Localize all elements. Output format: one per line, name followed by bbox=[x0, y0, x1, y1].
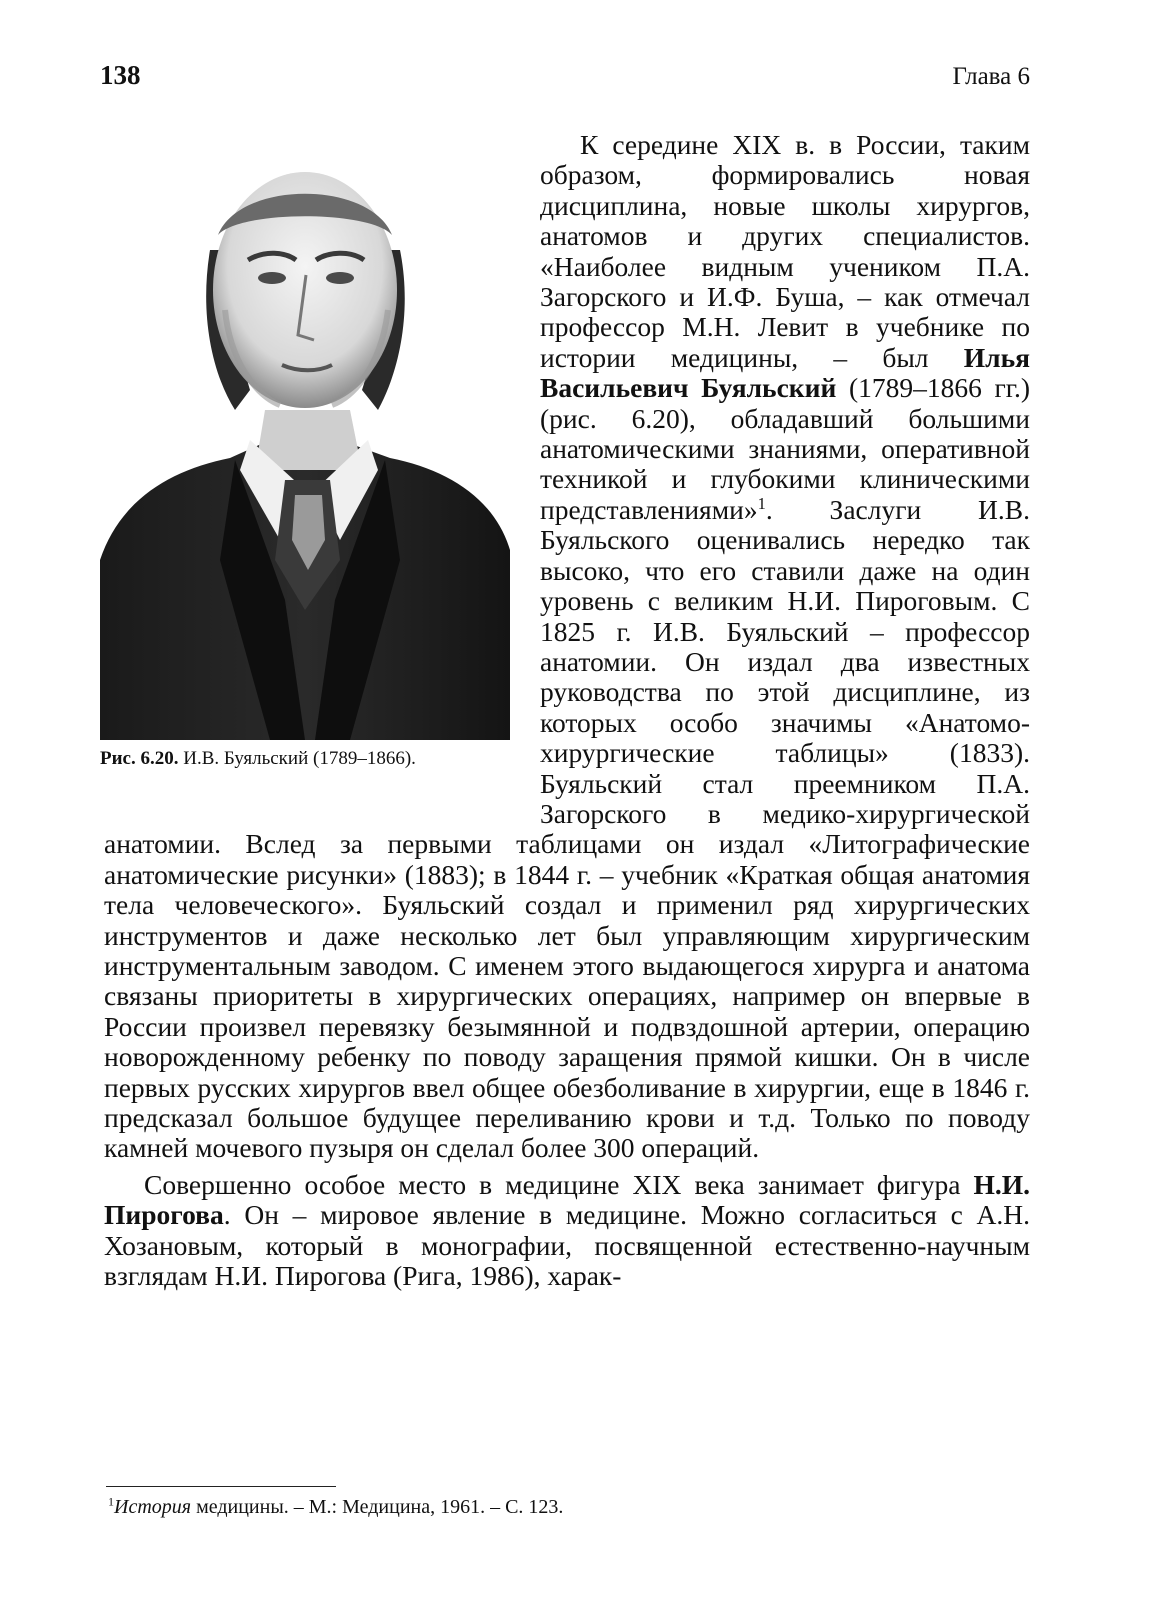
paragraph-text: К середине XIX в. в России, таким образом, формировались новая дисциплина, новые школы хирургов, анатомов и других специалистов. «Наиболее видным учеником П.А. Загорского и И.Ф. Буша, – как отмечал профессор М.Н. Левит в учебнике по истории медицины, – был bbox=[540, 129, 1030, 373]
bold-name-buyalsky: Илья Васильевич Буяльский bbox=[540, 341, 1030, 404]
paragraph-text: Совершенно особое место в медицине XIX века занимает фигура bbox=[144, 1168, 974, 1200]
footnote-italic-title: История bbox=[114, 1496, 192, 1518]
page-number: 138 bbox=[100, 60, 141, 90]
paragraph-text: . Заслуги И.В. Буяльского оценивались нередко так высоко, что его ставили даже на один уровень с великим Н.И. Пироговым. С 1825 г. И.В. Буяльский – профессор анатомии. Он издал два известных руководства по этой дисциплине, из которых особо значимы «Анатомо-хирургические таблицы» (1833). Буяльский стал преемником П.А. Загорского в медико-хирургической анатомии. Вслед за первыми таблицами он издал «Литографические анатомические рисунки» (1883); в 1844 г. – учебник «Краткая общая анатомия тела человеческого». Буяльский создал и применил ряд хирургических инструментов и даже несколько лет был управляющим хирургическим инструментальным заводом. С именем этого выдающегося хирурга и анатома связаны приоритеты в хирургических операциях, например он впервые в России произвел перевязку безымянной и подвздошной артерии, операцию новорожденному ребенку по поводу заращения прямой кишки. Он в числе первых русских хирургов ввел общее обезболивание в хирургии, еще в 1846 г. предсказал большое будущее переливанию крови и т.д. Только по поводу камней мочевого пузыря он сделал более 300 операций. bbox=[104, 493, 1030, 1164]
footnote-text: медицины. – М.: Медицина, 1961. – С. 123. bbox=[191, 1496, 564, 1518]
bold-name-pirogov: Н.И. Пирогова bbox=[104, 1168, 1030, 1231]
footnote-divider bbox=[106, 1486, 336, 1487]
chapter-title: Глава 6 bbox=[952, 63, 1030, 90]
figure-float-spacer bbox=[104, 130, 540, 825]
paragraph-text: . Он – мировое явление в медицине. Можно согласиться с А.Н. Хозановым, который в монографии, посвященной естественно-научным взглядам Н.И. Пирогова (Рига, 1986), харак- bbox=[104, 1199, 1030, 1292]
figure-caption-text: И.В. Буяльский (1789–1866). bbox=[178, 748, 416, 769]
body-text bbox=[104, 130, 1030, 1291]
paragraph-text: (1789–1866 гг.) (рис. 6.20), обладавший большими анатомическими знаниями, оперативной техникой и глубокими клиническими представлениями» bbox=[540, 372, 1030, 525]
running-header bbox=[100, 60, 1030, 91]
footnote bbox=[108, 1496, 563, 1519]
footnote-reference: 1 bbox=[757, 493, 766, 513]
paragraph-pirogov bbox=[104, 1170, 1030, 1292]
footnote-number: 1 bbox=[108, 1494, 114, 1509]
figure-caption-label: Рис. 6.20. bbox=[100, 748, 179, 769]
